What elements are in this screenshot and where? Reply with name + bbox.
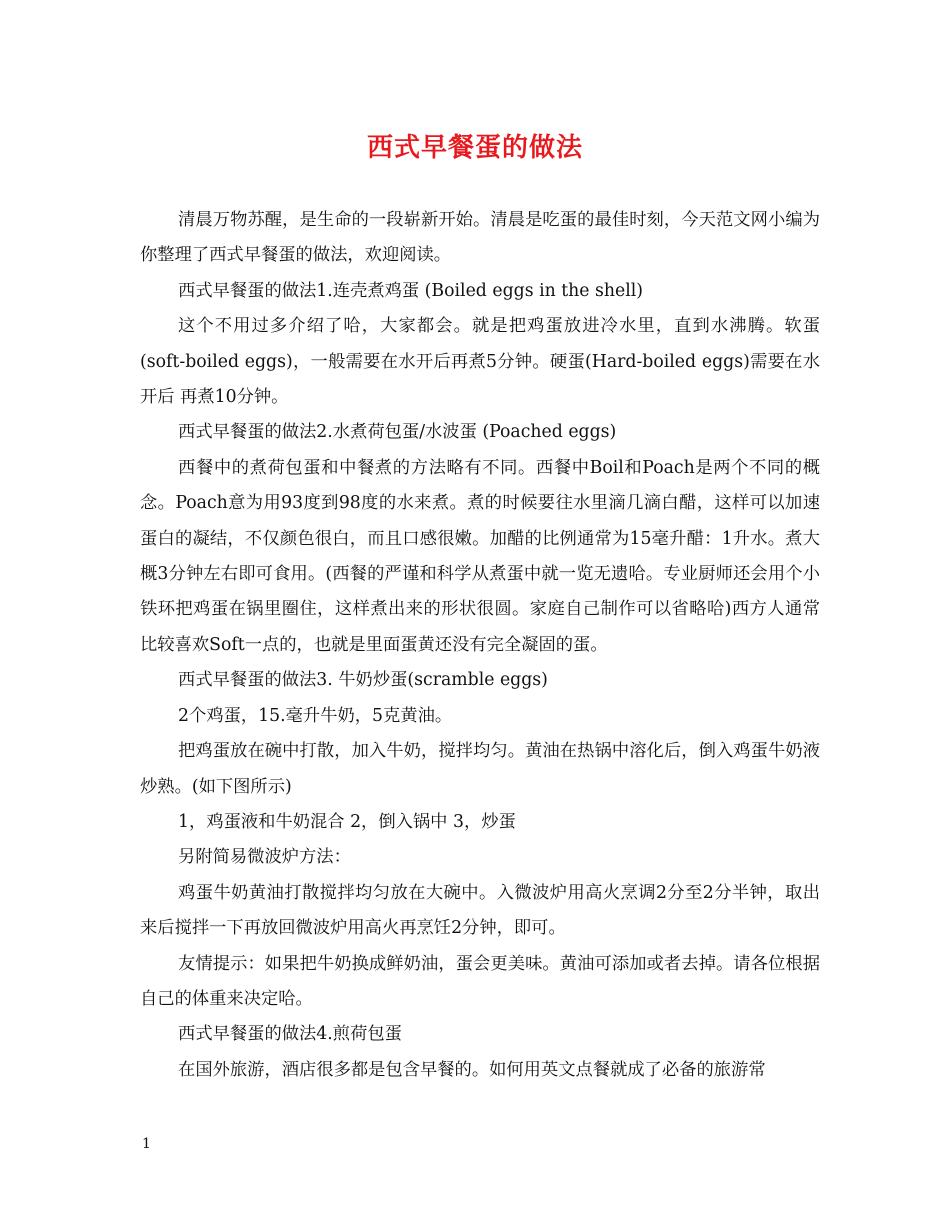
document-body [140, 203, 820, 1088]
paragraph: 在国外旅游，酒店很多都是包含早餐的。如何用英文点餐就成了必备的旅游常 [178, 1059, 766, 1080]
paragraph: 友情提示：如果把牛奶换成鲜奶油，蛋会更美味。黄油可添加或者去掉。请各位根据自己的体重来决定哈。 [140, 953, 820, 1009]
paragraph: 清晨万物苏醒，是生命的一段崭新开始。清晨是吃蛋的最佳时刻，今天范文网小编为你整理了西式早餐蛋的做法，欢迎阅读。 [140, 210, 820, 266]
paragraph: 另附简易微波炉方法： [178, 847, 351, 868]
paragraph: 1，鸡蛋液和牛奶混合 2，倒入锅中 3，炒蛋 [178, 811, 516, 832]
paragraph: 鸡蛋牛奶黄油打散搅拌均匀放在大碗中。入微波炉用高火烹调2分至2分半钟，取出来后搅拌一下再放回微波炉用高火再烹饪2分钟，即可。 [140, 882, 820, 939]
document-title: 西式早餐蛋的做法 [366, 133, 583, 163]
paragraph: 西餐中的煮荷包蛋和中餐煮的方法略有不同。西餐中Boil和Poach是两个不同的概念。Poach意为用93度到98度的水来煮。煮的时候要往水里滴几滴白醋，这样可以加速蛋白的凝结，不仅颜色很白，而且口感很嫩。加醋的比例通常为15毫升醋：1升水。煮大概3分钟左右即可食用。(西餐的严谨和科学从煮蛋中就一览无遗哈。专业厨师还会用个小铁环把鸡蛋在锅里圈住，这样煮出来的形状很圆。家庭自己制作可以省略哈)西方人通常比较喜欢Soft一点的，也就是里面蛋黄还没有完全凝固的蛋。 [140, 457, 820, 655]
paragraph: 把鸡蛋放在碗中打散，加入牛奶，搅拌均匀。黄油在热锅中溶化后，倒入鸡蛋牛奶液炒熟。(如下图所示) [140, 741, 820, 797]
paragraph: 这个不用过多介绍了哈，大家都会。就是把鸡蛋放进冷水里，直到水沸腾。软蛋(soft-boiled eggs)，一般需要在水开后再煮5分钟。硬蛋(Hard-boiled eggs)需要在水开后 再煮10分钟。 [140, 316, 820, 408]
section-heading: 西式早餐蛋的做法3. 牛奶炒蛋(scramble eggs) [178, 670, 548, 691]
section-heading: 西式早餐蛋的做法4.煎荷包蛋 [178, 1024, 402, 1045]
section-heading: 西式早餐蛋的做法2.水煮荷包蛋/水波蛋 (Poached eggs) [178, 422, 617, 443]
paragraph: 2个鸡蛋，15.毫升牛奶，5克黄油。 [178, 705, 453, 726]
page-number: 1 [142, 1136, 151, 1152]
section-heading: 西式早餐蛋的做法1.连壳煮鸡蛋 (Boiled eggs in the shell) [178, 280, 644, 301]
